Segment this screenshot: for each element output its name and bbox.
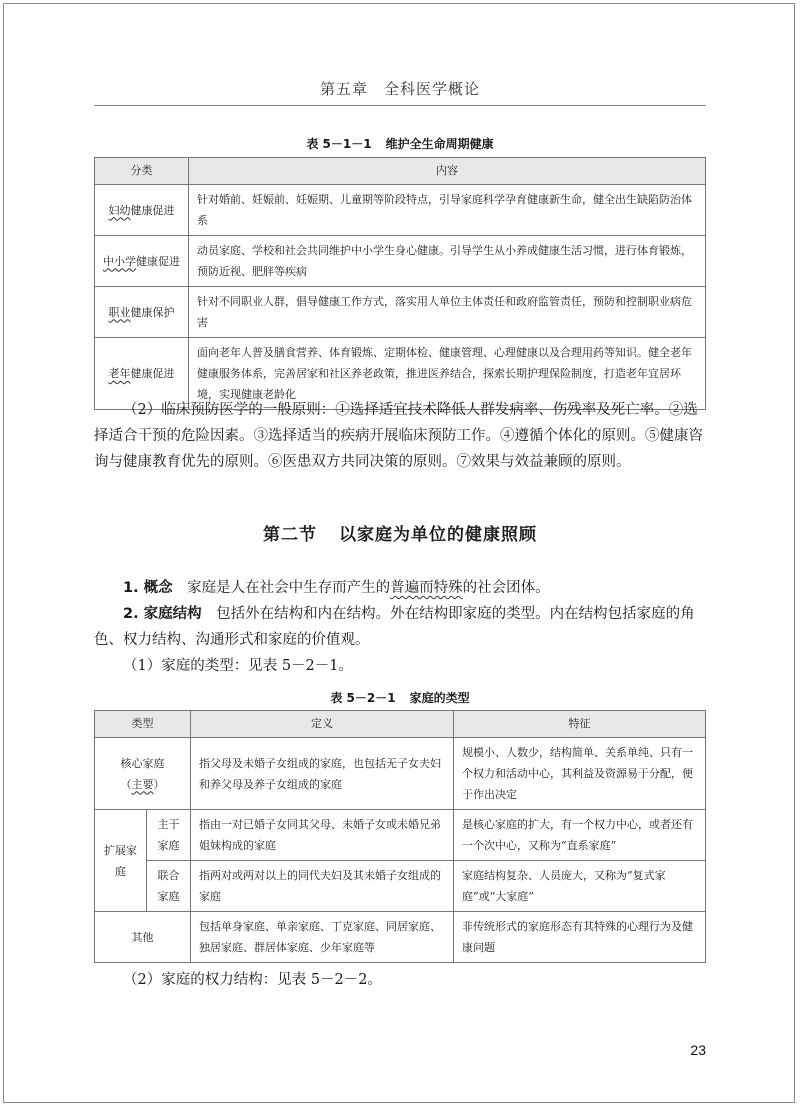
paren-open: （ [120, 777, 132, 791]
concept-text-end: 的社会团体。 [462, 580, 550, 596]
content-cell: 面向老年人普及膳食营养、体育锻炼、定期体检、健康管理、心理健康以及合理用药等知识。健全老年健康服务体系，完善居家和社区养老政策，推进医养结合，探索长期护理保险制度，打造老年宜居环境，实现健康老龄化 [189, 338, 706, 410]
concept-paragraph [94, 575, 706, 601]
group-cell: 扩展家庭 [95, 810, 147, 912]
category-text: 健康促进 [130, 203, 175, 217]
definition-cell: 包括单身家庭、单亲家庭、丁克家庭、同居家庭、独居家庭、群居体家庭、少年家庭等 [191, 912, 454, 963]
emphasis-text: 老年 [108, 367, 131, 380]
table-header-row [95, 158, 706, 185]
definition-cell: 指由一对已婚子女同其父母、未婚子女或未婚兄弟姐妹构成的家庭 [191, 810, 454, 861]
table-row [95, 810, 706, 861]
structure-label: 2. 家庭结构 [123, 606, 202, 622]
column-header: 内容 [189, 158, 706, 185]
column-header: 类型 [95, 711, 191, 738]
page-number: 23 [690, 1042, 706, 1058]
table-lifecycle-health [94, 157, 706, 410]
table-header-row [95, 711, 706, 738]
content-cell: 针对婚前、妊娠前、妊娠期、儿童期等阶段特点，引导家庭科学孕育健康新生命，健全出生缺陷防治体系 [189, 185, 706, 236]
definition-cell: 指父母及未婚子女组成的家庭，也包括无子女夫妇和养父母及养子女组成的家庭 [191, 738, 454, 810]
category-cell [95, 287, 189, 338]
column-header: 分类 [95, 158, 189, 185]
category-text: 健康保护 [130, 305, 175, 319]
category-cell [95, 236, 189, 287]
type-label: 核心家庭 [120, 756, 165, 770]
types-reference: （1）家庭的类型：见表 5－2－1。 [123, 658, 354, 674]
concept-text: 家庭是人在社会中生存而产生的 [187, 580, 391, 596]
table2-number: 表 5－2－1 [330, 691, 396, 705]
emphasis-text: 普遍而特殊 [390, 580, 463, 596]
feature-cell: 家庭结构复杂、人员庞大，又称为“复式家庭”或“大家庭” [454, 861, 706, 912]
structure-text: 包括外在结构和内在结构。外在结构即家庭的类型。内在结构包括家庭的角色、权力结构、沟通形式和家庭的价值观。 [94, 606, 695, 648]
type-note [103, 774, 182, 795]
running-head: 第五章 全科医学概论 [319, 80, 480, 98]
paren-close: ） [153, 777, 165, 791]
concept-label: 1. 概念 [123, 580, 173, 596]
header-rule [94, 105, 706, 106]
table-row [95, 912, 706, 963]
table-row [95, 185, 706, 236]
table1-title: 维护全生命周期健康 [385, 137, 494, 151]
structure-paragraph [94, 601, 706, 653]
definition-cell: 指两对或两对以上的同代夫妇及其未婚子女组成的家庭 [191, 861, 454, 912]
feature-cell: 非传统形式的家庭形态有其特殊的心理行为及健康问题 [454, 912, 706, 963]
table2-caption [94, 689, 706, 706]
type-cell: 其他 [95, 912, 191, 963]
column-header: 特征 [454, 711, 706, 738]
feature-cell: 是核心家庭的扩大，有一个权力中心，或者还有一个次中心，又称为“直系家庭” [454, 810, 706, 861]
table-row [95, 738, 706, 810]
table2-title: 家庭的类型 [409, 691, 470, 705]
table1-number: 表 5－1－1 [306, 137, 372, 151]
subtype-cell: 联合家庭 [147, 861, 191, 912]
table-row [95, 236, 706, 287]
content-cell: 针对不同职业人群，倡导健康工作方式，落实用人单位主体责任和政府监管责任，预防和控制职业病危害 [189, 287, 706, 338]
emphasis-text: 主要 [131, 777, 154, 791]
table1-caption [94, 135, 706, 152]
table-row [95, 287, 706, 338]
category-text: 健康促进 [130, 367, 175, 380]
category-text: 健康促进 [136, 254, 180, 268]
category-cell [95, 185, 189, 236]
type-cell [95, 738, 191, 810]
emphasis-text: 职业 [108, 305, 131, 319]
principles-paragraph: （2）临床预防医学的一般原则：①选择适宜技术降低人群发病率、伤残率及死亡率。②选择适合干预的危险因素。③选择适当的疾病开展临床预防工作。④遵循个体化的原则。⑤健康咨询与健康教育优先的原则。⑥医患双方共同决策的原则。⑦效果与效益兼顾的原则。 [94, 402, 703, 470]
subtype-cell: 主干家庭 [147, 810, 191, 861]
emphasis-text: 中小学 [103, 254, 136, 268]
section-heading [94, 520, 706, 545]
content-cell: 动员家庭、学校和社会共同维护中小学生身心健康。引导学生从小养成健康生活习惯，进行体育锻炼，预防近视、肥胖等疾病 [189, 236, 706, 287]
column-header: 定义 [191, 711, 454, 738]
table-family-types [94, 710, 706, 963]
feature-cell: 规模小、人数少，结构简单、关系单纯、只有一个权力和活动中心，其利益及资源易于分配，便于作出决定 [454, 738, 706, 810]
section-number: 第二节 [263, 525, 317, 545]
section-title: 以家庭为单位的健康照顾 [339, 525, 537, 545]
emphasis-text: 妇幼 [108, 203, 131, 217]
table-row [95, 861, 706, 912]
power-reference: （2）家庭的权力结构：见表 5－2－2。 [123, 972, 383, 988]
